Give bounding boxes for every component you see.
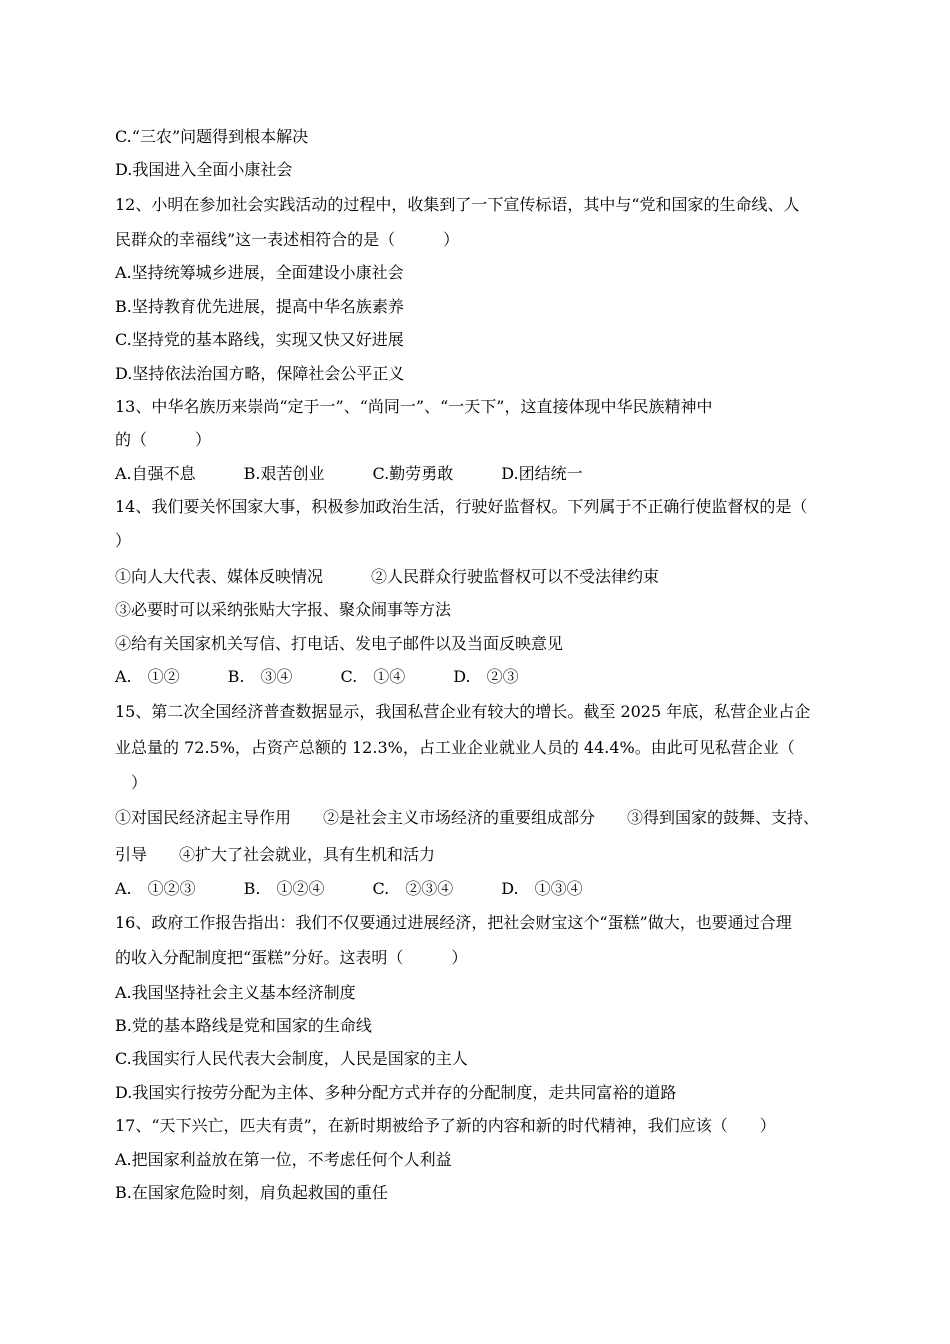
- question-14-stem: 14、我们要关怀国家大事，积极参加政治生活，行驶好监督权。下列属于不正确行使监督权的是（: [115, 497, 808, 516]
- option-d-q11: D.我国进入全面小康社会: [115, 160, 293, 179]
- items-1-3-q15: ①对国民经济起主导作用 ②是社会主义市场经济的重要组成部分 ③得到国家的鼓舞、支持、: [115, 808, 820, 827]
- item-4-q14: ④给有关国家机关写信、打电话、发电子邮件以及当面反映意见: [115, 634, 564, 653]
- question-15-stem-cont: 业总量的 72.5%，占资产总额的 12.3%，占工业企业就业人员的 44.4%。由此可见私营企业（: [115, 738, 795, 757]
- options-q13: A.自强不息 B.艰苦创业 C.勤劳勇敢 D.团结统一: [115, 464, 583, 483]
- option-c-q12: C.坚持党的基本路线，实现又快又好进展: [115, 330, 404, 349]
- options-q14: A. ①② B. ③④ C. ①④ D. ②③: [115, 667, 519, 686]
- option-b-q12: B.坚持教育优先进展，提高中华名族素养: [115, 297, 404, 316]
- question-17-stem: 17、“天下兴亡，匹夫有责”，在新时期被给予了新的内容和新的时代精神，我们应该（ ）: [115, 1116, 776, 1135]
- option-b-q16: B.党的基本路线是党和国家的生命线: [115, 1016, 372, 1035]
- option-a-q12: A.坚持统筹城乡进展，全面建设小康社会: [115, 263, 404, 282]
- option-a-q17: A.把国家利益放在第一位，不考虑任何个人利益: [115, 1150, 452, 1169]
- item-1-2-q14: ①向人大代表、媒体反映情况 ②人民群众行驶监督权可以不受法律约束: [115, 567, 660, 586]
- items-cont-q15: 引导 ④扩大了社会就业，具有生机和活力: [115, 845, 436, 864]
- options-q15: A. ①②③ B. ①②④ C. ②③④ D. ①③④: [115, 879, 583, 898]
- option-c-q11: C.“三农”问题得到根本解决: [115, 127, 309, 146]
- question-16-stem: 16、政府工作报告指出：我们不仅要通过进展经济，把社会财宝这个“蛋糕”做大，也要通过合理: [115, 913, 792, 932]
- question-16-stem-cont: 的收入分配制度把“蛋糕”分好。这表明（ ）: [115, 948, 468, 967]
- question-13-stem: 13、中华名族历来崇尚“定于一”、“尚同一”、“一天下”，这直接体现中华民族精神中: [115, 397, 713, 416]
- question-12-stem-cont: 民群众的幸福线”这一表述相符合的是（ ）: [115, 230, 460, 249]
- item-3-q14: ③必要时可以采纳张贴大字报、聚众闹事等方法: [115, 600, 452, 619]
- option-d-q12: D.坚持依法治国方略，保障社会公平正义: [115, 364, 405, 383]
- question-14-stem-cont: ）: [115, 531, 132, 550]
- question-15-stem-end: ）: [115, 773, 148, 792]
- question-13-stem-cont: 的（ ）: [115, 430, 212, 449]
- option-a-q16: A.我国坚持社会主义基本经济制度: [115, 983, 356, 1002]
- option-b-q17: B.在国家危险时刻，肩负起救国的重任: [115, 1183, 388, 1202]
- option-c-q16: C.我国实行人民代表大会制度，人民是国家的主人: [115, 1049, 468, 1068]
- question-15-stem: 15、第二次全国经济普查数据显示，我国私营企业有较大的增长。截至 2025 年底，私营企业占企: [115, 702, 811, 721]
- option-d-q16: D.我国实行按劳分配为主体、多种分配方式并存的分配制度，走共同富裕的道路: [115, 1083, 677, 1102]
- question-12-stem: 12、小明在参加社会实践活动的过程中，收集到了一下宣传标语，其中与“党和国家的生命线、人: [115, 195, 800, 214]
